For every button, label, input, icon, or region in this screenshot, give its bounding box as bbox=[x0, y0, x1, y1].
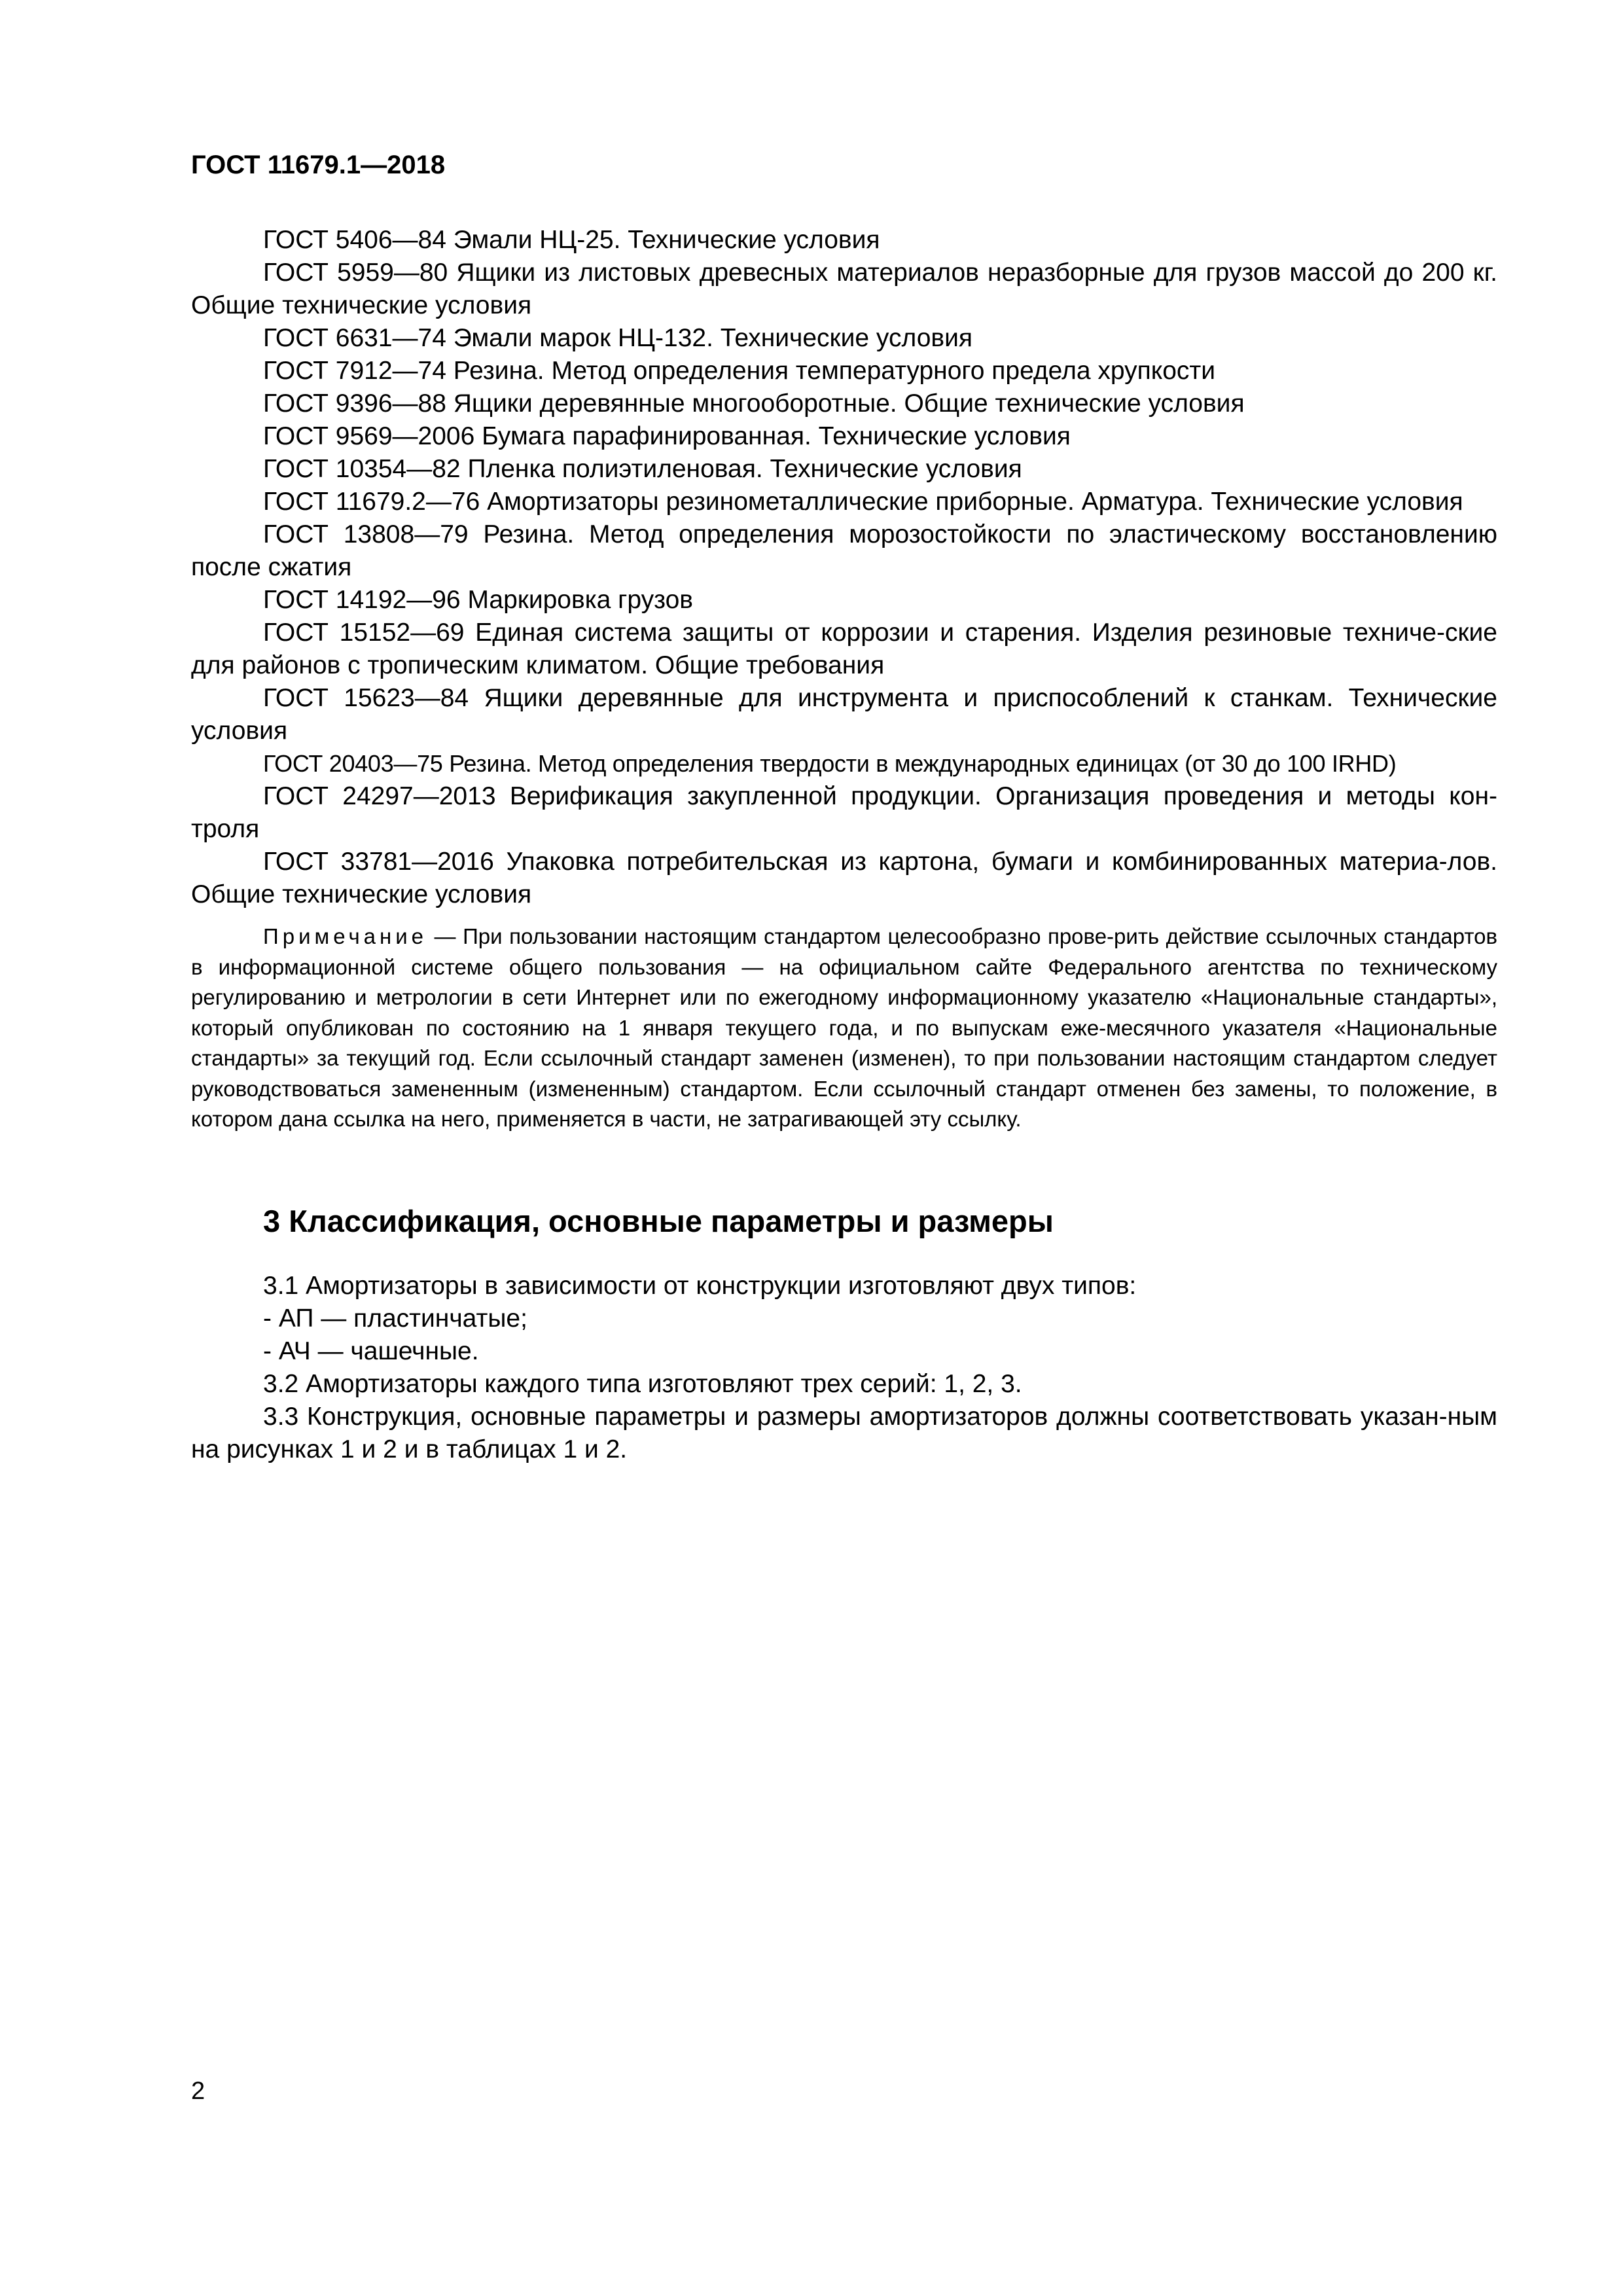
section-paragraph: - АП — пластинчатые; bbox=[263, 1304, 527, 1333]
note-text: — При пользовании настоящим стандартом целесообразно прове-рить действие ссылочных стандартов в информационной системе общего пользования — на официальном сайте Федерального агентства по техническому регулированию и метрологии в сети Интернет или по ежегодному информационному указателю «Национальные стандарты», который опубликован по состоянию на 1 января текущего года, и по выпускам еже-месячного указателя «Национальные стандарты» за текущий год. Если ссылочный стандарт заменен (изменен), то при пользовании настоящим стандартом следует руководствоваться замененным (измененным) стандартом. Если ссылочный стандарт отменен без замены, то положение, в котором дана ссылка на него, применяется в части, не затрагивающей эту ссылку. bbox=[191, 924, 1497, 1131]
page-number: 2 bbox=[191, 2077, 205, 2105]
reference-item: ГОСТ 9396—88 Ящики деревянные многооборотные. Общие технические условия bbox=[263, 389, 1245, 418]
section-paragraph: 3.2 Амортизаторы каждого типа изготовляют трех серий: 1, 2, 3. bbox=[263, 1370, 1022, 1398]
section-title: 3 Классификация, основные параметры и размеры bbox=[263, 1204, 1054, 1238]
reference-item: ГОСТ 24297—2013 Верификация закупленной продукции. Организация проведения и методы кон-троля bbox=[191, 782, 1497, 843]
section-paragraph: 3.3 Конструкция, основные параметры и размеры амортизаторов должны соответствовать указан-ным на рисунках 1 и 2 и в таблицах 1 и 2. bbox=[191, 1403, 1497, 1463]
reference-item: ГОСТ 15623—84 Ящики деревянные для инструмента и приспособлений к станкам. Технические условия bbox=[191, 684, 1497, 745]
section-paragraph: 3.1 Амортизаторы в зависимости от конструкции изготовляют двух типов: bbox=[263, 1272, 1137, 1300]
reference-item: ГОСТ 11679.2—76 Амортизаторы резинометаллические приборные. Арматура. Технические условия bbox=[263, 488, 1463, 516]
reference-item: ГОСТ 6631—74 Эмали марок НЦ-132. Технические условия bbox=[263, 324, 973, 352]
section-paragraph: - АЧ — чашечные. bbox=[263, 1337, 479, 1365]
reference-item: ГОСТ 13808—79 Резина. Метод определения морозостойкости по эластическому восстановлению после сжатия bbox=[191, 520, 1497, 581]
reference-item: ГОСТ 5959—80 Ящики из листовых древесных материалов неразборные для грузов массой до 200 кг. Общие технические условия bbox=[191, 259, 1497, 319]
reference-item: ГОСТ 20403—75 Резина. Метод определения твердости в международных единицах (от 30 до 100 IRHD) bbox=[263, 750, 1397, 777]
reference-item: ГОСТ 10354—82 Пленка полиэтиленовая. Технические условия bbox=[263, 455, 1022, 483]
reference-item: ГОСТ 33781—2016 Упаковка потребительская из картона, бумаги и комбинированных материа-лов. Общие технические условия bbox=[191, 848, 1497, 908]
reference-item: ГОСТ 14192—96 Маркировка грузов bbox=[263, 586, 693, 614]
normative-references-list bbox=[191, 224, 1497, 911]
reference-item: ГОСТ 9569—2006 Бумага парафинированная. Технические условия bbox=[263, 422, 1071, 450]
reference-item: ГОСТ 5406—84 Эмали НЦ-25. Технические условия bbox=[263, 226, 880, 254]
reference-item: ГОСТ 15152—69 Единая система защиты от коррозии и старения. Изделия резиновые техниче-ские для районов с тропическим климатом. Общие требования bbox=[191, 619, 1497, 679]
reference-item: ГОСТ 7912—74 Резина. Метод определения температурного предела хрупкости bbox=[263, 357, 1216, 385]
note-paragraph bbox=[191, 922, 1497, 1135]
document-header: ГОСТ 11679.1—2018 bbox=[191, 151, 446, 179]
section-body bbox=[191, 1270, 1497, 1466]
note-label: Примечание bbox=[263, 924, 428, 948]
